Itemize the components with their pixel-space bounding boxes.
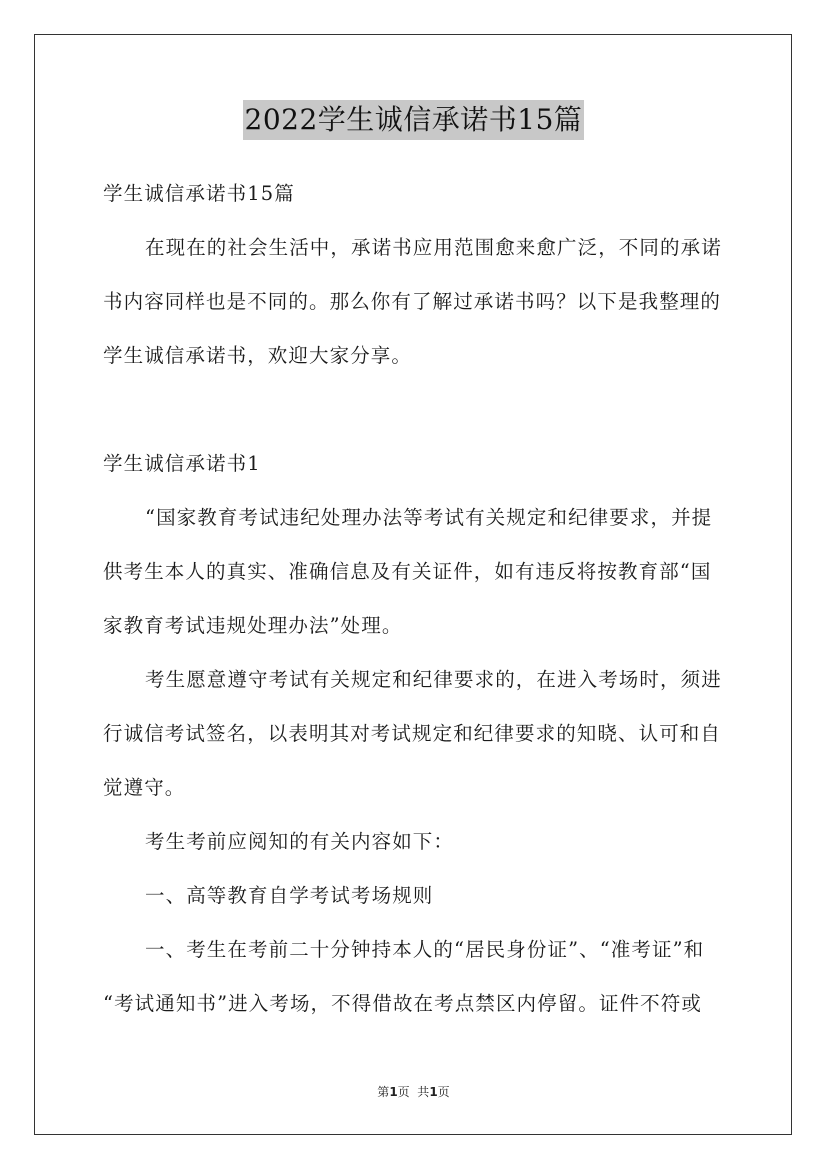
footer-page-prefix: 第 (377, 1085, 390, 1099)
footer-page-mid: 页 共 (397, 1085, 430, 1099)
paragraph-line[interactable]: 在现在的社会生活中，承诺书应用范围愈来愈广泛，不同的承诺 (145, 236, 722, 259)
document-title[interactable]: 2022学生诚信承诺书15篇 (243, 100, 585, 140)
paragraph-line[interactable]: 家教育考试违规处理办法”处理。 (103, 614, 403, 637)
paragraph-line[interactable]: 觉遵守。 (103, 776, 186, 799)
paragraph-line[interactable]: 书内容同样也是不同的。那么你有了解过承诺书吗？以下是我整理的 (103, 290, 722, 313)
paragraph-line[interactable]: “考试通知书”进入考场，不得借故在考点禁区内停留。证件不符或 (103, 992, 702, 1015)
footer-page-current: 1 (389, 1085, 398, 1099)
paragraph-line[interactable]: 考生考前应阅知的有关内容如下： (145, 830, 455, 853)
paragraph-line[interactable]: 供考生本人的真实、准确信息及有关证件，如有违反将按教育部“国 (103, 560, 712, 583)
footer-page-total: 1 (429, 1085, 438, 1099)
paragraph-line[interactable]: “国家教育考试违纪处理办法等考试有关规定和纪律要求，并提 (145, 506, 713, 529)
page-footer (0, 1083, 827, 1101)
paragraph-line[interactable]: 一、考生在考前二十分钟持本人的“居民身份证”、“准考证”和 (145, 938, 705, 961)
title-container (0, 100, 827, 140)
footer-page-suffix: 页 (437, 1085, 450, 1099)
paragraph-line[interactable]: 学生诚信承诺书，欢迎大家分享。 (103, 344, 413, 367)
section-heading[interactable]: 学生诚信承诺书1 (103, 452, 261, 475)
paragraph-line[interactable]: 行诚信考试签名，以表明其对考试规定和纪律要求的知晓、认可和自 (103, 722, 722, 745)
subtitle-line[interactable]: 学生诚信承诺书15篇 (103, 182, 295, 205)
paragraph-line[interactable]: 考生愿意遵守考试有关规定和纪律要求的，在进入考场时，须进 (145, 668, 722, 691)
paragraph-line[interactable]: 一、高等教育自学考试考场规则 (145, 884, 434, 907)
